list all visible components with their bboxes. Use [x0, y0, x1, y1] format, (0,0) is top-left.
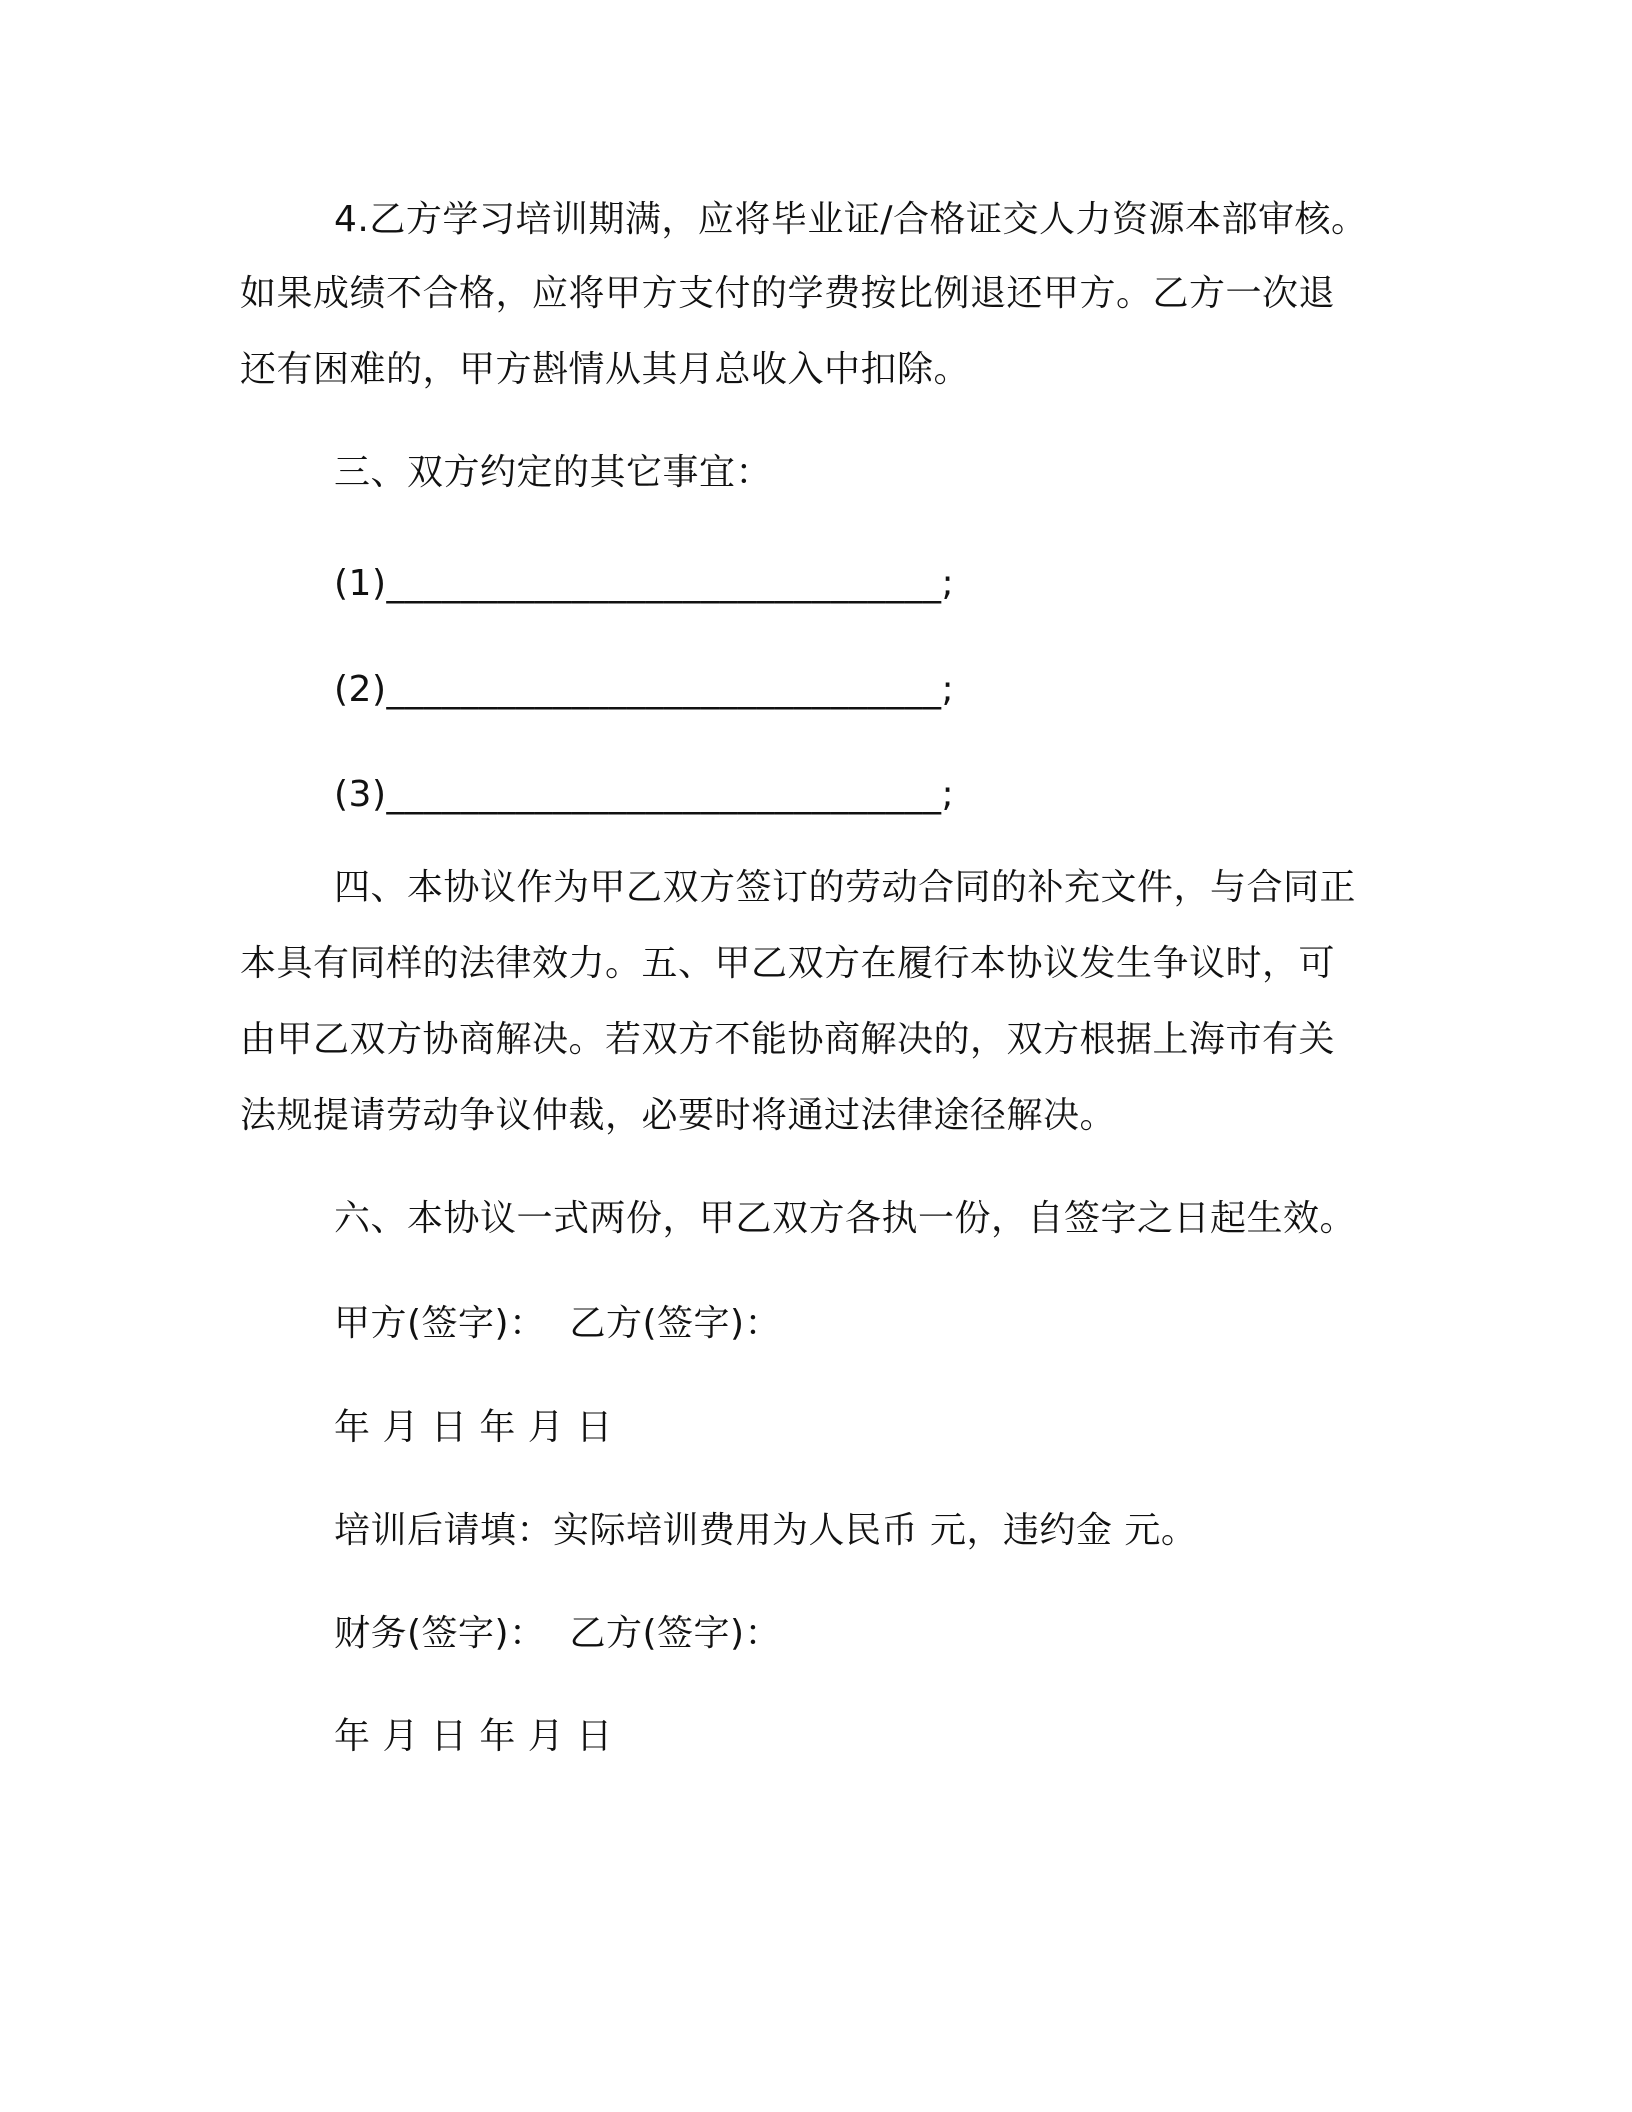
- signature-line-1: 甲方(签字)： 乙方(签字)：: [334, 1303, 782, 1344]
- section4-line-3: 由甲乙双方协商解决。若双方不能协商解决的，双方根据上海市有关: [240, 1019, 1336, 1060]
- blank-item-2: (2)______________________________;: [334, 669, 955, 710]
- post-training-note: 培训后请填：实际培训费用为人民币 元，违约金 元。: [334, 1510, 1198, 1551]
- blank-item-3: (3)______________________________;: [334, 774, 955, 815]
- clause4-line-3: 还有困难的，甲方斟情从其月总收入中扣除。: [240, 349, 971, 390]
- date-line-2: 年 月 日 年 月 日: [334, 1716, 613, 1757]
- signature-line-2: 财务(签字)： 乙方(签字)：: [334, 1613, 782, 1654]
- clause4-line-2: 如果成绩不合格，应将甲方支付的学费按比例退还甲方。乙方一次退: [240, 273, 1336, 314]
- blank-item-1: (1)______________________________;: [334, 563, 955, 604]
- section4-line-2: 本具有同样的法律效力。五、甲乙双方在履行本协议发生争议时，可: [240, 943, 1336, 984]
- clause4-line-1: 4.乙方学习培训期满，应将毕业证/合格证交人力资源本部审核。: [334, 199, 1368, 240]
- section4-line-4: 法规提请劳动争议仲裁，必要时将通过法律途径解决。: [240, 1095, 1117, 1136]
- section3-heading: 三、双方约定的其它事宜：: [334, 452, 773, 493]
- section6: 六、本协议一式两份，甲乙双方各执一份，自签字之日起生效。: [334, 1198, 1357, 1239]
- section4-line-1: 四、本协议作为甲乙双方签订的劳动合同的补充文件，与合同正: [334, 867, 1357, 908]
- date-line-1: 年 月 日 年 月 日: [334, 1407, 613, 1448]
